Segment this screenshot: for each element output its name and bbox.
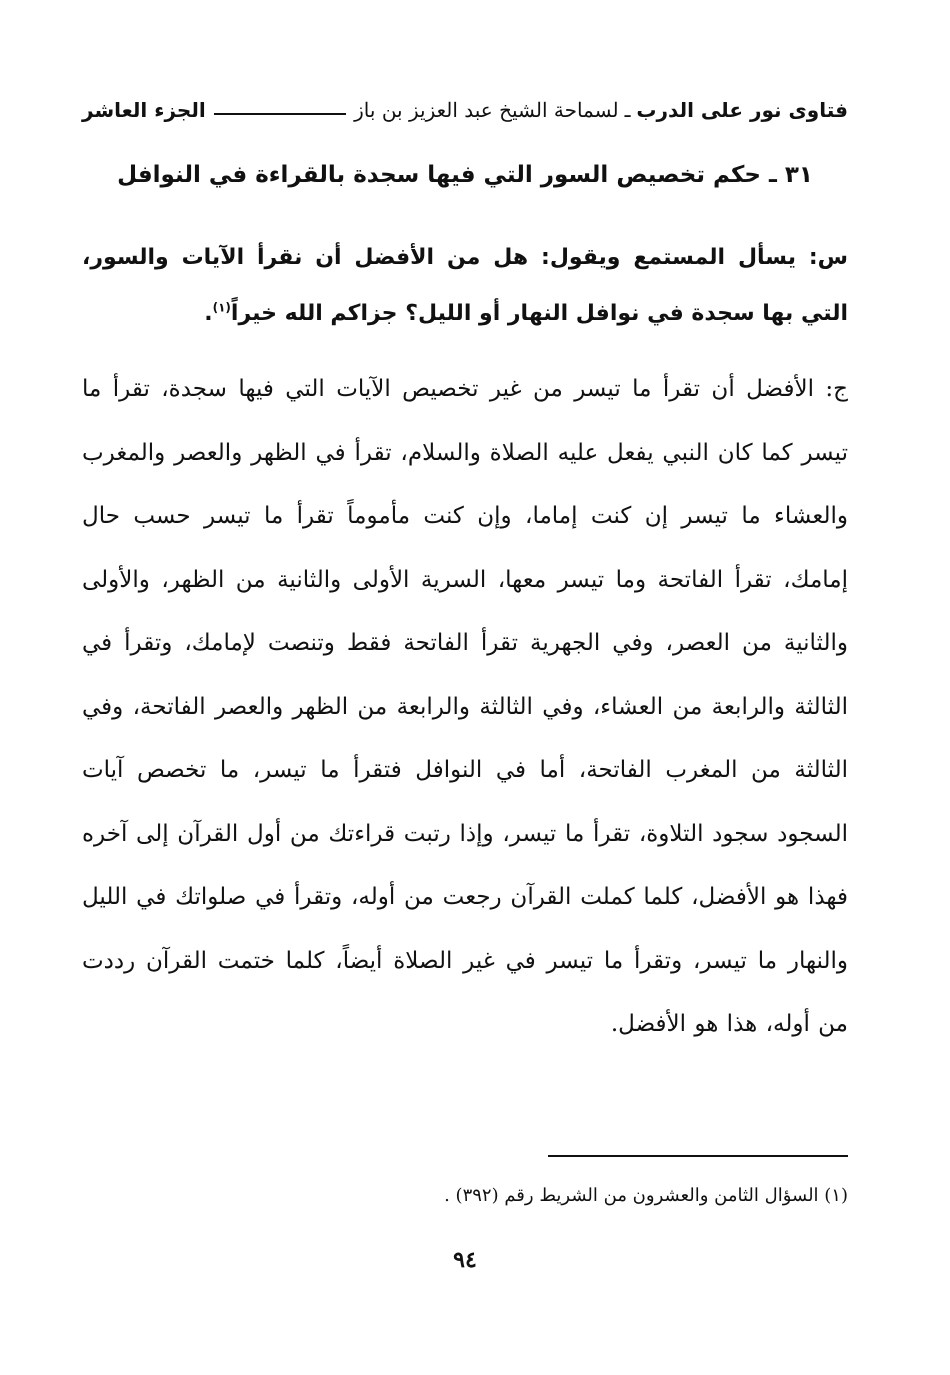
running-header-title-group [354,98,848,122]
running-header [82,90,848,130]
answer-paragraph: ج: الأفضل أن تقرأ ما تيسر من غير تخصيص الآيات التي فيها سجدة، تقرأ ما تيسر كما كان النبي يفعل عليه الصلاة والسلام، تقرأ في الظهر والعصر والمغرب والعشاء ما تيسر إن كنت إماما، وإن كنت مأموماً تقرأ ما تيسر حسب حال إمامك، تقرأ الفاتحة وما تيسر معها، السرية الأولى والثانية من الظهر، والأولى والثانية من العصر، وفي الجهرية تقرأ الفاتحة فقط وتنصت لإمامك، وتقرأ في الثالثة والرابعة من العشاء، وفي الثالثة والرابعة من الظهر والعصر الفاتحة، وفي الثالثة من المغرب الفاتحة، أما في النوافل فتقرأ ما تيسر، ما تخصص آيات السجود سجود التلاوة، تقرأ ما تيسر، وإذا رتبت قراءتك من أول القرآن إلى آخره فهذا هو الأفضل، كلما كملت القرآن رجعت من أوله، وتقرأ في صلواتك في الليل والنهار ما تيسر، وتقرأ ما تيسر في غير الصلاة أيضاً، كلما ختمت القرآن رددت من أوله، هذا هو الأفضل. [82,376,848,1037]
header-rule [214,113,346,115]
chapter-heading: ٣١ ـ حكم تخصيص السور التي فيها سجدة بالقراءة في النوافل [117,162,813,188]
page-number: ٩٤ [453,1247,477,1273]
question-end-punctuation: . [204,301,213,326]
book-title: فتاوى نور على الدرب [636,98,848,122]
footnote-rule [548,1155,848,1157]
footnote-reference[interactable]: (١) [212,300,231,315]
volume-label: الجزء العاشر [82,98,206,122]
header-separator: ـ [624,98,631,122]
book-page [82,90,848,1320]
question-text: س: يسأل المستمع ويقول: هل من الأفضل أن نقرأ الآيات والسور، التي بها سجدة في نوافل النهار أو الليل؟ جزاكم الله خيراً [82,245,848,326]
question-paragraph [82,230,848,342]
author-name: لسماحة الشيخ عبد العزيز بن باز [354,98,619,122]
footnote: (١) السؤال الثامن والعشرون من الشريط رقم (٣٩٢) . [444,1185,848,1206]
